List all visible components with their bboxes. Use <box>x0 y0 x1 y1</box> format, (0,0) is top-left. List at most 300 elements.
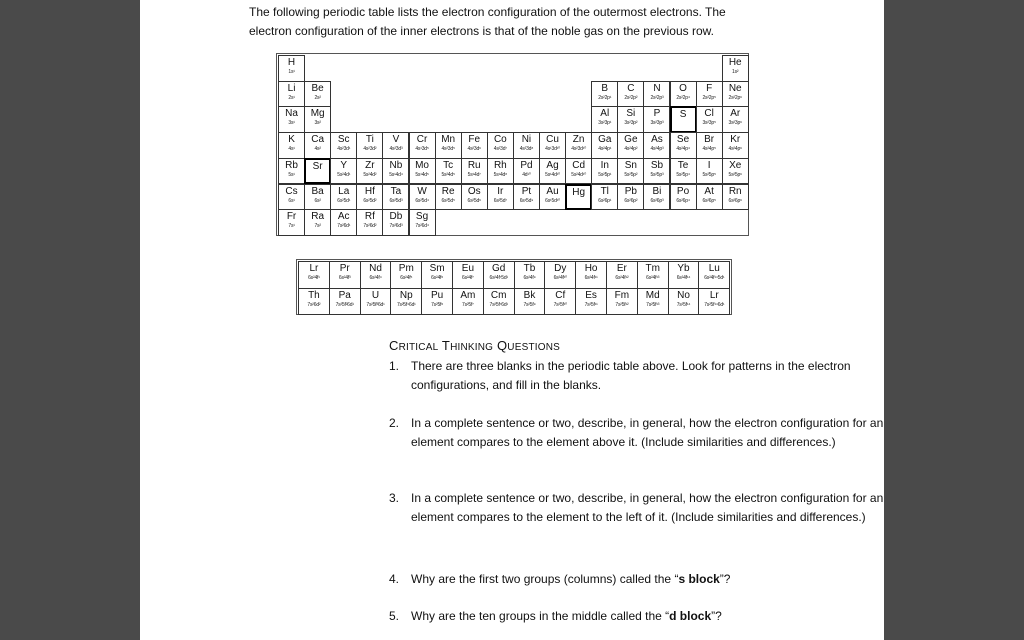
element-cell <box>696 158 723 185</box>
element-symbol: Pt <box>521 185 532 197</box>
element-cell <box>278 209 305 236</box>
element-cell <box>278 184 305 211</box>
element-symbol: Tm <box>645 263 660 274</box>
element-symbol: Br <box>704 134 715 146</box>
element-cell <box>513 132 540 159</box>
question-text: Why are the ten groups in the middle called the “d block”? <box>411 609 722 623</box>
element-symbol: Ni <box>521 134 532 146</box>
element-cell <box>304 184 331 211</box>
electron-configuration: 6s²4f¹⁴5d¹ <box>704 275 725 281</box>
electron-configuration: 6s²5d⁵ <box>441 197 455 204</box>
element-cell <box>617 81 644 108</box>
electron-configuration: 6s¹5d¹⁰ <box>545 197 560 204</box>
element-symbol: Mn <box>441 134 456 146</box>
electron-configuration: 4s²3d¹ <box>337 146 351 153</box>
element-symbol: Ca <box>311 134 325 146</box>
element-symbol: Cd <box>572 159 586 171</box>
element-cell <box>539 184 566 211</box>
element-symbol: P <box>653 108 661 120</box>
element-cell <box>298 261 330 289</box>
electron-configuration: 3s²3p⁶ <box>728 120 742 127</box>
element-cell <box>409 184 436 211</box>
element-symbol: Rf <box>364 211 375 223</box>
element-symbol: Eu <box>461 263 475 274</box>
element-cell <box>278 158 305 185</box>
element-cell <box>643 184 670 211</box>
element-symbol: La <box>338 185 350 197</box>
element-cell <box>304 106 331 133</box>
element-cell <box>606 288 638 316</box>
electron-configuration: 6s²6p² <box>624 197 638 204</box>
element-cell <box>356 209 383 236</box>
element-cell <box>435 132 462 159</box>
electron-configuration: 5s²5p³ <box>650 171 664 178</box>
element-cell <box>298 288 330 316</box>
element-symbol: Bk <box>523 289 536 301</box>
element-cell <box>606 261 638 289</box>
element-symbol: Au <box>546 185 559 197</box>
element-cell <box>330 158 357 185</box>
element-cell <box>360 261 392 289</box>
element-symbol: Gd <box>492 263 506 274</box>
element-cell <box>382 184 409 211</box>
electron-configuration: 7s²5f⁴6d¹ <box>396 301 416 308</box>
element-cell <box>670 81 697 108</box>
element-symbol: Cf <box>555 289 566 301</box>
element-symbol: Ir <box>497 185 504 197</box>
electron-configuration: 5s²5p¹ <box>598 171 612 178</box>
blank-element-cell <box>670 106 697 133</box>
electron-configuration: 7s²5f¹¹ <box>584 301 598 308</box>
element-cell <box>670 184 697 211</box>
element-symbol: Pm <box>398 263 414 274</box>
electron-configuration: 6s²6p⁵ <box>702 197 716 204</box>
electron-configuration: 7s²6d³ <box>389 223 403 230</box>
electron-configuration: 4s²4p³ <box>650 146 664 153</box>
electron-configuration: 2s²2p¹ <box>598 94 612 101</box>
electron-configuration: 5s²4d² <box>363 171 377 178</box>
element-symbol: Ge <box>624 134 638 146</box>
element-symbol: Cl <box>704 108 714 120</box>
element-symbol: Sn <box>624 159 637 171</box>
electron-configuration: 7s²6d² <box>363 223 377 230</box>
electron-configuration: 2s²2p⁵ <box>702 94 716 101</box>
element-cell <box>278 132 305 159</box>
electron-configuration: 6s² <box>314 197 321 204</box>
element-symbol: Nd <box>369 263 382 274</box>
element-cell <box>514 261 546 289</box>
element-symbol: Am <box>460 289 476 301</box>
element-cell <box>356 158 383 185</box>
electron-configuration: 5s²4d⁵ <box>441 171 455 178</box>
element-symbol: N <box>653 82 661 94</box>
element-symbol: Yb <box>677 263 690 274</box>
element-cell <box>330 184 357 211</box>
element-symbol: Lr <box>709 289 719 301</box>
element-cell <box>565 132 592 159</box>
element-symbol: Al <box>600 108 610 120</box>
electron-configuration: 6s²5d⁴ <box>415 197 429 204</box>
element-symbol: Ho <box>584 263 598 274</box>
element-symbol: He <box>728 57 742 68</box>
element-cell <box>670 158 697 185</box>
element-cell <box>330 132 357 159</box>
element-symbol: Lu <box>708 263 720 274</box>
f-block-table <box>296 259 732 315</box>
element-cell <box>513 184 540 211</box>
electron-configuration: 6s²4f¹¹ <box>584 275 598 281</box>
term-s-block: s block <box>678 572 720 586</box>
element-symbol: Es <box>585 289 597 301</box>
element-cell <box>575 261 607 289</box>
electron-configuration: 3s² <box>314 120 321 127</box>
element-symbol: Zn <box>572 134 585 146</box>
electron-configuration: 4s²4p⁵ <box>702 146 716 153</box>
element-symbol: Zr <box>365 159 375 171</box>
question-number: 5. <box>389 609 400 623</box>
element-symbol: Na <box>285 108 298 120</box>
element-symbol: C <box>627 82 635 94</box>
electron-configuration: 7s²5f¹² <box>615 301 629 308</box>
element-symbol: Rn <box>728 185 742 197</box>
element-symbol: Er <box>616 263 627 274</box>
electron-configuration: 4s²3d⁸ <box>519 146 534 153</box>
electron-configuration: 7s¹ <box>288 223 295 230</box>
blank-element-cell <box>304 158 331 185</box>
element-symbol: F <box>706 82 713 94</box>
element-cell <box>435 158 462 185</box>
electron-configuration: 6s²4f¹⁴ <box>676 275 691 281</box>
element-cell <box>591 132 618 159</box>
element-symbol: Th <box>308 289 320 301</box>
electron-configuration: 6s¹5d⁹ <box>519 197 534 204</box>
electron-configuration: 7s²5f⁷ <box>462 301 474 308</box>
element-symbol: V <box>392 134 400 146</box>
electron-configuration: 6s²5d³ <box>389 197 403 204</box>
electron-configuration: 4s¹3d⁵ <box>415 146 429 153</box>
electron-configuration: 6s²5d¹ <box>337 197 351 204</box>
element-symbol: Np <box>399 289 413 301</box>
element-symbol: Y <box>340 159 348 171</box>
element-cell <box>452 288 484 316</box>
element-symbol: H <box>287 57 296 68</box>
electron-configuration: 7s²5f⁷6d¹ <box>489 301 508 308</box>
element-cell <box>409 158 436 185</box>
element-symbol: Sr <box>312 160 323 172</box>
electron-configuration: 5s²5p⁶ <box>728 171 742 178</box>
element-cell <box>544 288 576 316</box>
electron-configuration: 4s²4p⁶ <box>728 146 742 153</box>
element-symbol: Tl <box>600 185 609 197</box>
element-cell <box>356 184 383 211</box>
electron-configuration: 6s²6p¹ <box>598 197 612 204</box>
element-symbol: Pa <box>338 289 351 301</box>
element-symbol: Se <box>676 134 690 146</box>
element-cell <box>696 81 723 108</box>
element-symbol: Md <box>645 289 660 301</box>
question-text: In a complete sentence or two, describe, in general, how the electron configuration for an element compares to the element to the left of it. (Include similarities and differences.) <box>411 491 884 524</box>
element-cell <box>617 184 644 211</box>
electron-configuration: 7s²6d⁴ <box>415 223 429 230</box>
question-text: In a complete sentence or two, describe, in general, how the electron configuration for an element compares to the element above it. (Include similarities and differences.) <box>411 416 884 449</box>
element-cell <box>278 55 305 82</box>
element-cell <box>643 132 670 159</box>
electron-configuration: 6s²6p⁶ <box>728 197 742 204</box>
element-cell <box>514 288 546 316</box>
electron-configuration: 6s²4f⁷ <box>462 275 474 281</box>
electron-configuration: 3s²3p³ <box>650 120 664 127</box>
electron-configuration: 4s²3d² <box>363 146 377 153</box>
element-symbol: Pu <box>430 289 444 301</box>
element-symbol: Cr <box>416 134 428 146</box>
electron-configuration: 4s² <box>314 146 321 153</box>
element-cell <box>591 158 618 185</box>
electron-configuration: 6s²4f¹⁰ <box>553 275 567 281</box>
electron-configuration: 6s²4f¹ <box>308 275 320 281</box>
element-cell <box>278 106 305 133</box>
element-cell <box>617 132 644 159</box>
element-symbol: In <box>600 159 609 171</box>
electron-configuration: 6s²5d² <box>363 197 377 204</box>
element-symbol: U <box>371 289 380 301</box>
element-symbol: I <box>707 159 711 171</box>
question-text: There are three blanks in the periodic table above. Look for patterns in the electron configurations, and fill in the blanks. <box>411 359 851 392</box>
element-symbol: Fm <box>614 289 630 301</box>
element-cell <box>698 261 730 289</box>
electron-configuration: 2s²2p⁴ <box>676 94 690 101</box>
element-cell <box>643 81 670 108</box>
electron-configuration: 7s²5f²6d¹ <box>335 301 354 308</box>
electron-configuration: 6s²4f⁶ <box>431 275 444 281</box>
electron-configuration: 5s¹4d⁸ <box>493 171 508 178</box>
electron-configuration: 3s²3p² <box>624 120 638 127</box>
element-symbol: Xe <box>729 159 742 171</box>
element-cell <box>483 288 515 316</box>
electron-configuration: 6s²4f⁷5d¹ <box>489 275 508 281</box>
element-cell <box>670 132 697 159</box>
element-cell <box>722 81 749 108</box>
electron-configuration: 2s²2p⁶ <box>728 94 742 101</box>
electron-configuration: 2s²2p² <box>624 94 638 101</box>
element-symbol: Ba <box>311 185 324 197</box>
element-cell <box>591 106 618 133</box>
question-number: 4. <box>389 572 400 586</box>
electron-configuration: 7s²5f¹⁰ <box>553 301 567 308</box>
element-cell <box>487 132 514 159</box>
question-number: 3. <box>389 491 400 505</box>
electron-configuration: 6s²4f⁵ <box>400 275 413 281</box>
element-cell <box>390 288 422 316</box>
electron-configuration: 6s²4f⁹ <box>523 275 536 281</box>
electron-configuration: 4s²3d¹⁰ <box>571 146 587 153</box>
electron-configuration: 5s¹4d⁷ <box>467 171 481 178</box>
element-symbol: Ta <box>390 185 402 197</box>
element-symbol: Bi <box>652 185 662 197</box>
element-symbol: Tb <box>523 263 536 274</box>
electron-configuration: 4s²4p¹ <box>598 146 612 153</box>
element-symbol: Po <box>676 185 690 197</box>
element-symbol: Ti <box>365 134 374 146</box>
electron-configuration: 7s²5f⁹ <box>523 301 536 308</box>
element-symbol: S <box>679 109 687 121</box>
element-cell <box>409 132 436 159</box>
electron-configuration: 4s¹ <box>288 146 295 153</box>
electron-configuration: 7s² <box>314 223 321 230</box>
element-cell <box>409 209 436 236</box>
element-symbol: Cs <box>285 185 298 197</box>
element-cell <box>617 158 644 185</box>
element-symbol: Li <box>287 82 296 94</box>
element-symbol: Ga <box>598 134 612 146</box>
electron-configuration: 5s¹4d⁵ <box>415 171 429 178</box>
element-cell <box>304 209 331 236</box>
electron-configuration: 4s²3d⁶ <box>467 146 481 153</box>
electron-configuration: 5s¹4d¹⁰ <box>545 171 560 178</box>
electron-configuration: 7s²5f¹³ <box>646 301 660 308</box>
electron-configuration: 6s²5d⁷ <box>493 197 507 204</box>
electron-configuration: 6s²4f³ <box>338 275 351 281</box>
electron-configuration: 4s²4p² <box>624 146 638 153</box>
electron-configuration: 2s² <box>314 94 321 101</box>
element-cell <box>643 106 670 133</box>
electron-configuration: 3s²3p⁵ <box>702 120 716 127</box>
element-cell <box>329 288 361 316</box>
element-cell <box>539 132 566 159</box>
electron-configuration: 7s²6d² <box>307 301 321 308</box>
electron-configuration: 3s¹ <box>288 120 295 127</box>
element-cell <box>722 132 749 159</box>
element-symbol: At <box>704 185 714 197</box>
electron-configuration: 7s²5f¹⁴ <box>676 301 691 308</box>
element-cell <box>565 158 592 185</box>
element-symbol: B <box>601 82 609 94</box>
element-cell <box>591 184 618 211</box>
element-symbol: Mg <box>310 108 325 120</box>
element-cell <box>637 288 669 316</box>
electron-configuration: 4d¹⁰ <box>522 171 531 178</box>
element-cell <box>575 288 607 316</box>
electron-configuration: 7s²5f⁶ <box>431 301 444 308</box>
electron-configuration: 5s²4d¹⁰ <box>571 171 587 178</box>
element-symbol: Db <box>389 211 403 223</box>
element-cell <box>329 261 361 289</box>
electron-configuration: 4s²3d³ <box>389 146 403 153</box>
element-symbol: Rh <box>493 159 507 171</box>
element-symbol: Cm <box>490 289 507 301</box>
element-cell <box>483 261 515 289</box>
periodic-table <box>276 53 749 236</box>
electron-configuration: 7s²5f³6d¹ <box>366 301 385 308</box>
element-symbol: Pd <box>520 159 533 171</box>
element-symbol: Si <box>626 108 636 120</box>
element-cell <box>722 158 749 185</box>
element-symbol: Be <box>311 82 324 94</box>
element-cell <box>461 132 488 159</box>
element-symbol: Ag <box>546 159 559 171</box>
element-symbol: Kr <box>730 134 741 146</box>
element-symbol: As <box>651 134 663 146</box>
electron-configuration: 1s¹ <box>288 69 295 75</box>
element-symbol: Co <box>493 134 507 146</box>
element-symbol: O <box>679 82 687 94</box>
element-symbol: Rb <box>285 159 298 171</box>
electron-configuration: 7s²6d¹ <box>337 223 351 230</box>
question-number: 2. <box>389 416 400 430</box>
element-cell <box>698 288 730 316</box>
element-cell <box>539 158 566 185</box>
electron-configuration: 1s² <box>732 69 739 75</box>
element-cell <box>617 106 644 133</box>
element-cell <box>435 184 462 211</box>
left-margin <box>0 0 140 640</box>
element-symbol: Ra <box>311 211 325 223</box>
electron-configuration: 5s²5p² <box>624 171 638 178</box>
element-symbol: Sg <box>415 211 429 223</box>
element-symbol: No <box>677 289 690 301</box>
element-symbol: K <box>288 134 295 146</box>
critical-thinking-heading: CRITICAL THINKING QUESTIONS <box>389 338 560 353</box>
element-cell <box>330 209 357 236</box>
element-symbol: Hf <box>364 185 375 197</box>
electron-configuration: 4s¹3d¹⁰ <box>545 146 560 153</box>
element-cell <box>487 158 514 185</box>
electron-configuration: 6s²4f¹² <box>615 275 629 281</box>
element-symbol: Ar <box>730 108 741 120</box>
electron-configuration: 2s¹ <box>288 94 295 101</box>
element-cell <box>591 81 618 108</box>
element-cell <box>722 55 749 82</box>
element-cell <box>461 184 488 211</box>
element-cell <box>544 261 576 289</box>
electron-configuration: 6s¹ <box>288 197 295 204</box>
element-cell <box>696 106 723 133</box>
element-cell <box>382 132 409 159</box>
element-symbol: Sc <box>337 134 350 146</box>
term-d-block: d block <box>669 609 712 623</box>
element-symbol: Sm <box>429 263 445 274</box>
electron-configuration: 3s²3p¹ <box>598 120 612 127</box>
element-cell <box>461 158 488 185</box>
element-cell <box>722 184 749 211</box>
element-symbol: Sb <box>650 159 664 171</box>
element-symbol: Lr <box>309 263 319 274</box>
electron-configuration: 7s²5f¹⁴6d¹ <box>704 301 725 308</box>
question-text: Why are the first two groups (columns) called the “s block”? <box>411 572 731 586</box>
element-symbol: Dy <box>554 263 567 274</box>
electron-configuration: 6s²5d⁶ <box>467 197 481 204</box>
element-cell <box>668 288 700 316</box>
element-cell <box>356 132 383 159</box>
element-symbol: Mo <box>415 159 429 171</box>
element-symbol: Ru <box>467 159 481 171</box>
electron-configuration: 2s²2p³ <box>650 94 664 101</box>
intro-paragraph: The following periodic table lists the electron configuration of the outermost electrons. The electron configuration of the inner electrons is that of the noble gas on the previous row. <box>249 5 726 38</box>
element-cell <box>513 158 540 185</box>
electron-configuration: 4s²3d⁵ <box>441 146 455 153</box>
element-symbol: Os <box>467 185 481 197</box>
element-symbol: Cu <box>546 134 559 146</box>
element-symbol: Nb <box>389 159 403 171</box>
element-symbol: Tc <box>443 159 454 171</box>
element-symbol: Hg <box>572 186 586 198</box>
element-symbol: Te <box>677 159 689 171</box>
blank-element-cell <box>565 184 592 211</box>
element-cell <box>360 288 392 316</box>
element-symbol: Pr <box>339 263 350 274</box>
element-cell <box>421 261 453 289</box>
element-cell <box>421 288 453 316</box>
electron-configuration: 5s²5p⁵ <box>702 171 716 178</box>
